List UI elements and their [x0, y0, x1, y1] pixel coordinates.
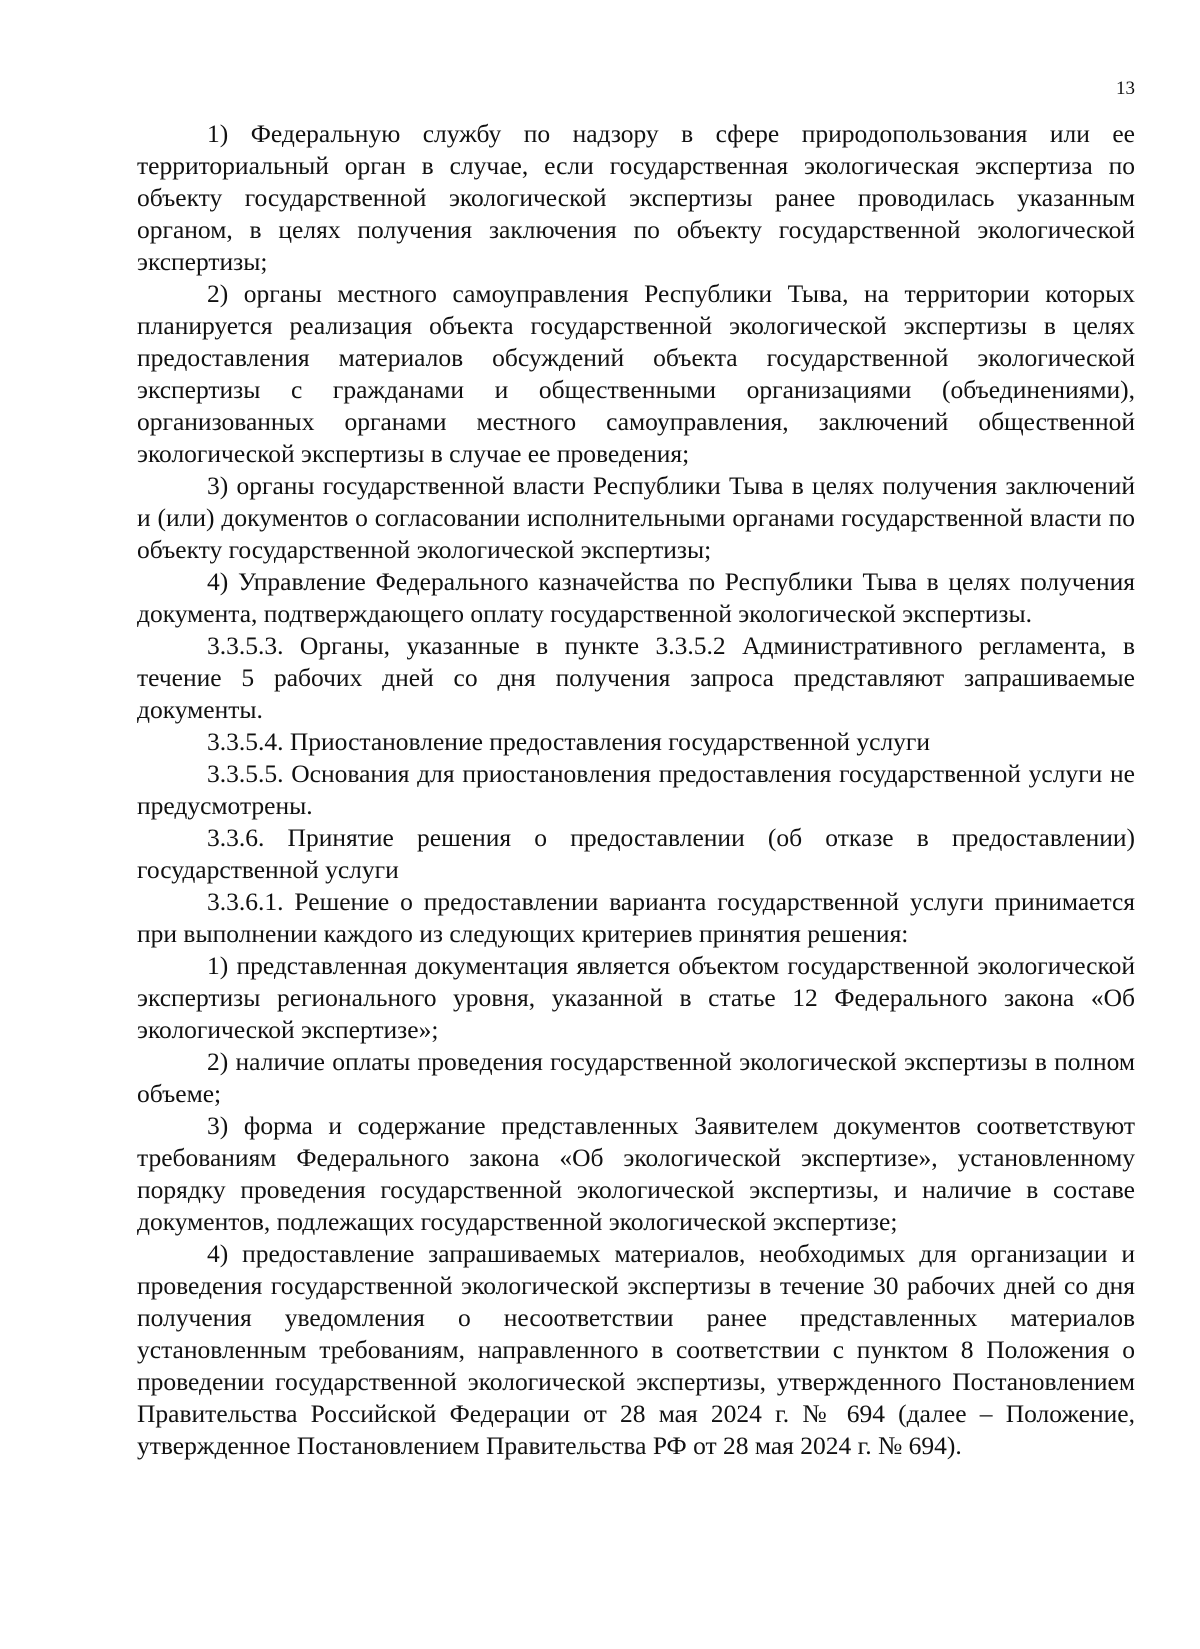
paragraph-3-3-6-1: 3.3.6.1. Решение о предоставлении варианта государственной услуги принимается при выполнении каждого из следующих критериев принятия решения: [137, 887, 1135, 948]
criterion-3: 3) форма и содержание представленных Заявителем документов соответствуют требованиям Федерального закона «Об экологической экспертизе», установленному порядку проведения государственной экологической экспертизы, и наличие в составе документов, подлежащих государственной экологической экспертизе; [137, 1111, 1135, 1236]
paragraph-federal-service: 1) Федеральную службу по надзору в сфере природопользования или ее территориальный орган в случае, если государственная экологическая экспертиза по объекту государственной экологической экспертизы ранее проводилась указанным органом, в целях получения заключения по объекту государственной экологической экспертизы; [137, 119, 1135, 276]
criterion-4: 4) предоставление запрашиваемых материалов, необходимых для организации и проведения государственной экологической экспертизы в течение 30 рабочих дней со дня получения уведомления о несоответствии ранее представленных материалов установленным требованиям, направленного в соответствии с пунктом 8 Положения о проведении государственной экологической экспертизы, утвержденного Постановлением Правительства Российской Федерации от 28 мая 2024 г. № 694 (далее – Положение, утвержденное Постановлением Правительства РФ от 28 мая 2024 г. № 694). [137, 1239, 1135, 1460]
page-number: 13 [1116, 78, 1135, 99]
paragraph-treasury: 4) Управление Федерального казначейства по Республики Тыва в целях получения документа, подтверждающего оплату государственной экологической экспертизы. [137, 567, 1135, 628]
paragraph-local-government: 2) органы местного самоуправления Республики Тыва, на территории которых планируется реализация объекта государственной экологической экспертизы в целях предоставления материалов обсуждений объекта государственной экологической экспертизы с гражданами и общественными организациями (объединениями), организованных органами местного самоуправления, заключений общественной экологической экспертизы в случае ее проведения; [137, 279, 1135, 468]
paragraph-3-3-5-5: 3.3.5.5. Основания для приостановления предоставления государственной услуги не предусмотрены. [137, 759, 1135, 820]
criterion-2: 2) наличие оплаты проведения государственной экологической экспертизы в полном объеме; [137, 1047, 1135, 1108]
document-body [137, 118, 1135, 1462]
paragraph-3-3-5-4: 3.3.5.4. Приостановление предоставления государственной услуги [207, 727, 931, 756]
paragraph-3-3-5-3: 3.3.5.3. Органы, указанные в пункте 3.3.5.2 Административного регламента, в течение 5 рабочих дней со дня получения запроса представляют запрашиваемые документы. [137, 631, 1135, 724]
criterion-1: 1) представленная документация является объектом государственной экологической экспертизы регионального уровня, указанной в статье 12 Федерального закона «Об экологической экспертизе»; [137, 951, 1135, 1044]
paragraph-3-3-6: 3.3.6. Принятие решения о предоставлении (об отказе в предоставлении) государственной услуги [137, 823, 1135, 884]
paragraph-state-authorities: 3) органы государственной власти Республики Тыва в целях получения заключений и (или) документов о согласовании исполнительными органами государственной власти по объекту государственной экологической экспертизы; [137, 471, 1135, 564]
